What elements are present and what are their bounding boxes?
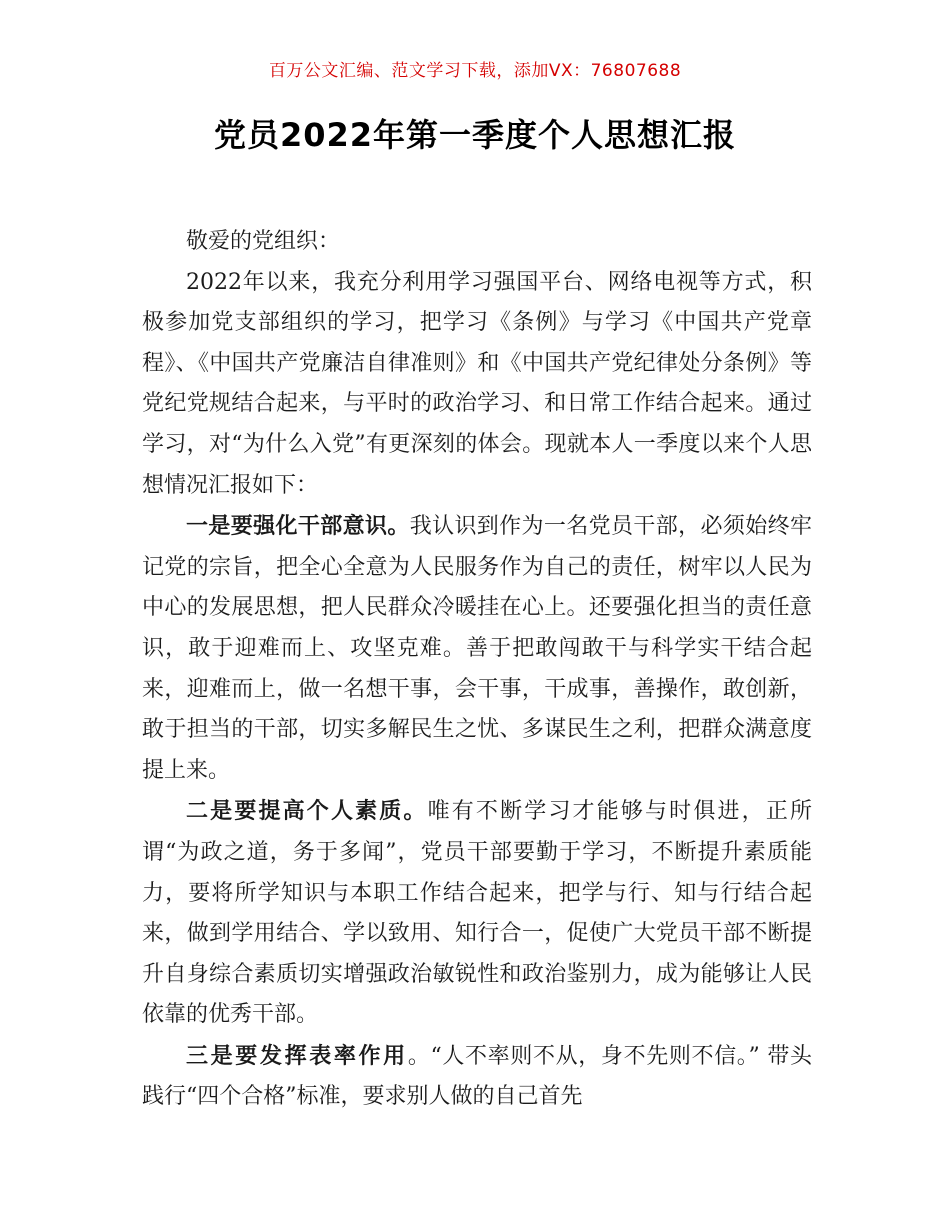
paragraph-point-3	[142, 1036, 812, 1118]
document-title: 党员2022年第一季度个人思想汇报	[213, 116, 737, 154]
paragraph-point-1	[142, 506, 812, 791]
paragraph-text: 。“人不率则不从，身不先则不信。” 带头践行“四个合格”标准，要求别人做的自己首先	[142, 1043, 812, 1110]
paragraph-text: 我认识到作为一名党员干部，必须始终牢记党的宗旨，把全心全意为人民服务作为自己的责任，树牢以人民为中心的发展思想，把人民群众冷暖挂在心上。还要强化担当的责任意识，敢于迎难而上、攻坚克难。善于把敢闯敢干与科学实干结合起来，迎难而上，做一名想干事，会干事，干成事，善操作，敢创新，敢于担当的干部，切实多解民生之忧、多谋民生之利，把群众满意度提上来。	[142, 514, 812, 783]
paragraph-text: 唯有不断学习才能够与时俱进，正所谓“为政之道，务于多闻”，党员干部要勤于学习，不断提升素质能力，要将所学知识与本职工作结合起来，把学与行、知与行结合起来，做到学用结合、学以致用、知行合一，促使广大党员干部不断提升自身综合素质切实增强政治敏锐性和政治鉴别力，成为能够让人民依靠的优秀干部。	[142, 799, 812, 1028]
paragraph-lead: 三是要发挥表率作用	[186, 1042, 408, 1069]
paragraph-lead: 一是要强化干部意识。	[186, 513, 410, 540]
salutation: 敬爱的党组织：	[186, 229, 341, 254]
paragraph-point-2	[142, 791, 812, 1036]
document-body	[142, 222, 812, 1118]
paragraph-intro	[142, 263, 812, 507]
paragraph-lead: 二是要提高个人素质。	[186, 798, 428, 825]
watermark-banner: 百万公文汇编、范文学习下载，添加VX：76807688	[268, 61, 682, 81]
paragraph-text: 2022年以来，我充分利用学习强国平台、网络电视等方式，积极参加党支部组织的学习，把学习《条例》与学习《中国共产党章程》、《中国共产党廉洁自律准则》和《中国共产党纪律处分条例》等党纪党规结合起来，与平时的政治学习、和日常工作结合起来。通过学习，对“为什么入党”有更深刻的体会。现就本人一季度以来个人思想情况汇报如下：	[142, 269, 812, 498]
